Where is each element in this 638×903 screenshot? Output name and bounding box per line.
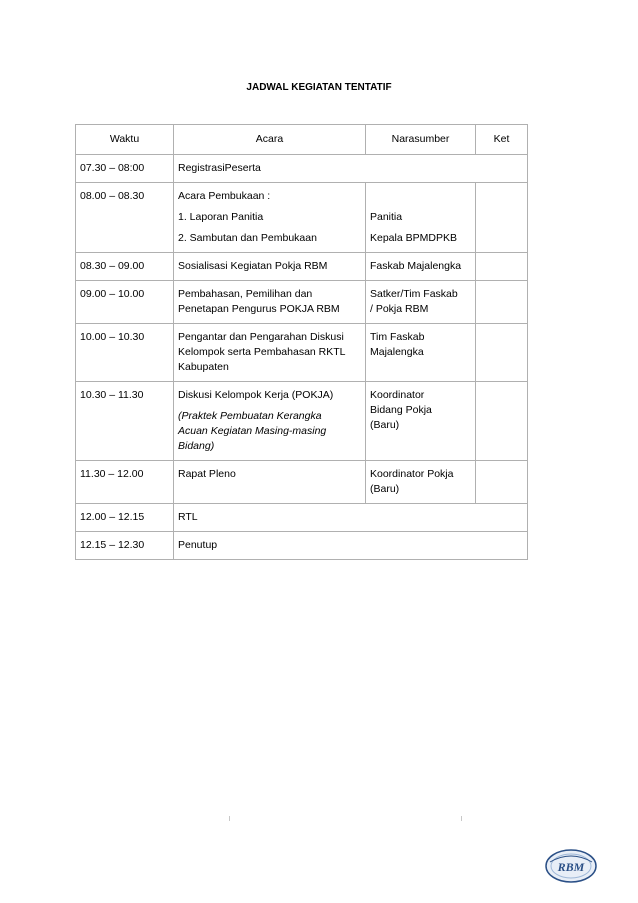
acara-note-line: (Praktek Pembuatan Kerangka (178, 410, 322, 422)
cell-waktu: 12.15 – 12.30 (76, 532, 174, 560)
narasumber-line: (Baru) (370, 419, 400, 431)
cell-acara (174, 183, 366, 253)
narasumber-line: Majalengka (370, 346, 424, 358)
cell-narasumber (366, 281, 476, 324)
acara-note-line: Bidang) (178, 440, 215, 452)
schedule-table (75, 124, 528, 560)
narasumber-line: Koordinator Pokja (370, 468, 454, 480)
cell-narasumber (366, 253, 476, 281)
cell-acara (174, 382, 366, 461)
cell-acara (174, 253, 366, 281)
narasumber-line: / Pokja RBM (370, 303, 429, 315)
table-row (76, 324, 528, 382)
acara-line: Kabupaten (178, 361, 229, 373)
table-row (76, 532, 528, 560)
table-header-row (76, 125, 528, 155)
table-row (76, 155, 528, 183)
acara-line: Diskusi Kelompok Kerja (POKJA) (178, 389, 334, 401)
cell-acara (174, 324, 366, 382)
header-narasumber: Narasumber (366, 125, 476, 155)
cell-narasumber (366, 461, 476, 504)
acara-line: 1. Laporan Panitia (178, 211, 264, 223)
logo-text: RBM (557, 860, 585, 874)
table-row (76, 461, 528, 504)
cell-waktu: 09.00 – 10.00 (76, 281, 174, 324)
narasumber-line: Bidang Pokja (370, 404, 432, 416)
cell-acara (174, 504, 528, 532)
narasumber-line (370, 189, 471, 204)
acara-line: Penetapan Pengurus POKJA RBM (178, 303, 340, 315)
cell-narasumber (366, 183, 476, 253)
narasumber-line: Satker/Tim Faskab (370, 288, 458, 300)
narasumber-line: (Baru) (370, 483, 400, 495)
acara-note-line: Acuan Kegiatan Masing-masing (178, 425, 327, 437)
acara-line: Rapat Pleno (178, 468, 236, 480)
narasumber-line: Panitia (370, 211, 403, 223)
cell-waktu: 08.30 – 09.00 (76, 253, 174, 281)
acara-line: Kelompok serta Pembahasan RKTL (178, 346, 346, 358)
cell-ket (476, 253, 528, 281)
acara-line: 2. Sambutan dan Pembukaan (178, 232, 317, 244)
header-ket: Ket (476, 125, 528, 155)
cell-ket (476, 461, 528, 504)
cell-narasumber (366, 382, 476, 461)
acara-line: Sosialisasi Kegiatan Pokja RBM (178, 260, 328, 272)
acara-line: Pembahasan, Pemilihan dan (178, 288, 313, 300)
acara-line: Acara Pembukaan : (178, 190, 271, 202)
cell-narasumber (366, 324, 476, 382)
narasumber-line: Kepala BPMDPKB (370, 232, 457, 244)
cell-acara (174, 281, 366, 324)
acara-line: Pengantar dan Pengarahan Diskusi (178, 331, 344, 343)
narasumber-line: Koordinator (370, 389, 425, 401)
cell-waktu: 10.30 – 11.30 (76, 382, 174, 461)
cell-ket (476, 382, 528, 461)
cell-acara (174, 461, 366, 504)
header-waktu: Waktu (76, 125, 174, 155)
page-title: JADWAL KEGIATAN TENTATIF (246, 82, 392, 93)
table-row (76, 253, 528, 281)
footer-mark-left (229, 816, 230, 821)
cell-waktu: 08.00 – 08.30 (76, 183, 174, 253)
narasumber-line: Tim Faskab (370, 331, 425, 343)
footer-mark-right (461, 816, 462, 821)
cell-acara (174, 532, 528, 560)
cell-ket (476, 183, 528, 253)
header-acara: Acara (174, 125, 366, 155)
cell-ket (476, 281, 528, 324)
acara-line: RTL (178, 511, 198, 523)
narasumber-line: Faskab Majalengka (370, 260, 462, 272)
rbm-logo-icon (544, 848, 598, 884)
cell-waktu: 07.30 – 08:00 (76, 155, 174, 183)
cell-ket (476, 324, 528, 382)
acara-line: Penutup (178, 539, 218, 551)
acara-line: RegistrasiPeserta (178, 162, 261, 174)
table-row (76, 183, 528, 253)
cell-waktu: 11.30 – 12.00 (76, 461, 174, 504)
cell-waktu: 12.00 – 12.15 (76, 504, 174, 532)
table-row (76, 382, 528, 461)
table-row (76, 504, 528, 532)
table-row (76, 281, 528, 324)
cell-acara (174, 155, 528, 183)
cell-waktu: 10.00 – 10.30 (76, 324, 174, 382)
